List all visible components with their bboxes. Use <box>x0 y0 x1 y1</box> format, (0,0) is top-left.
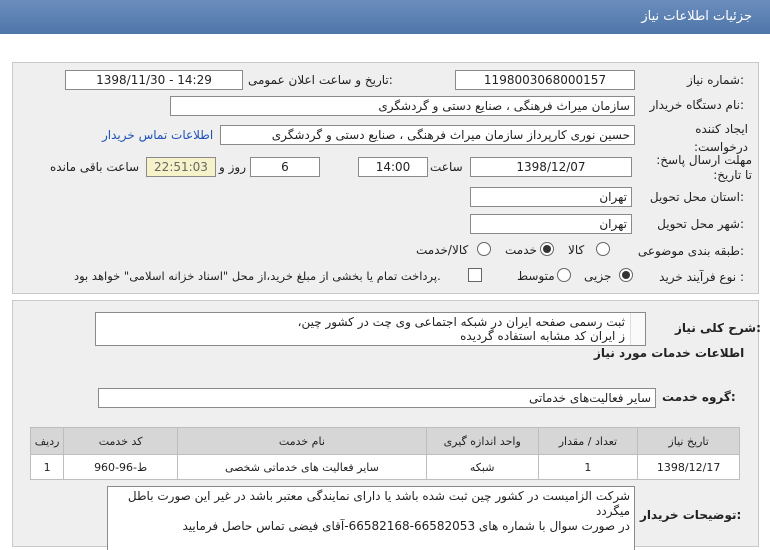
remaining-time-field: 22:51:03 <box>146 157 216 177</box>
need-number-field[interactable]: 1198003068000157 <box>455 70 635 90</box>
buyer-notes-box[interactable] <box>107 486 635 550</box>
buyer-notes-label: توضیحات خریدار: <box>640 508 742 522</box>
process-minor-radio[interactable] <box>619 268 633 282</box>
treasury-payment-note: پرداخت تمام یا بخشی از مبلغ خرید،از محل "اسناد خزانه اسلامی" خواهد بود. <box>74 269 441 283</box>
category-service-radio[interactable] <box>540 242 554 256</box>
announce-datetime-label: تاریخ و ساعت اعلان عمومی: <box>248 73 393 87</box>
services-table <box>30 427 740 480</box>
process-medium-radio[interactable] <box>557 268 571 282</box>
deadline-time-field[interactable]: 14:00 <box>358 157 428 177</box>
col-header-code: کد خدمت <box>64 428 178 455</box>
days-label: روز و <box>219 160 246 174</box>
city-label: شهر محل تحویل: <box>657 217 744 231</box>
services-section-title: اطلاعات خدمات مورد نیاز <box>594 346 745 360</box>
category-service-label: خدمت <box>505 243 537 257</box>
cell-name: سایر فعالیت های خدماتی شخصی <box>178 455 427 480</box>
province-label: استان محل تحویل: <box>649 190 744 204</box>
process-minor-label: جزیی <box>584 269 612 283</box>
city-field[interactable]: تهران <box>470 214 632 234</box>
services-table-header <box>31 428 740 455</box>
process-label: نوع فرآیند خرید : <box>659 270 744 284</box>
buyer-notes-line-2: میگردد <box>596 504 630 518</box>
page-header <box>0 0 770 34</box>
remaining-time-label: ساعت باقی مانده <box>50 160 140 174</box>
deadline-label: مهلت ارسال پاسخ: تا تاریخ: <box>656 153 752 182</box>
announce-datetime-field[interactable]: 1398/11/30 - 14:29 <box>65 70 243 90</box>
deadline-time-label: ساعت <box>430 160 463 174</box>
table-row[interactable] <box>31 455 740 480</box>
buyer-notes-line-3: در صورت سوال با شماره های 66582053-66582168-آقای فیضی تماس حاصل فرمایید <box>182 519 630 533</box>
summary-scrollbar[interactable] <box>630 313 645 345</box>
page-title: جزئیات اطلاعات نیاز <box>641 9 752 24</box>
cell-code: ط-96-960 <box>64 455 178 480</box>
creator-label: ایجاد کننده درخواست: <box>694 122 748 154</box>
summary-line-2: ز ایران کد مشابه استفاده گردیده <box>460 329 625 343</box>
col-header-date: تاریخ نیاز <box>638 428 740 455</box>
deadline-date-field[interactable]: 1398/12/07 <box>470 157 632 177</box>
category-goods-label: کالا <box>568 243 585 257</box>
days-field[interactable]: 6 <box>250 157 320 177</box>
service-group-field[interactable]: سایر فعالیت‌های خدماتی <box>98 388 656 408</box>
buyer-contact-link[interactable]: اطلاعات تماس خریدار <box>102 128 214 142</box>
cell-date: 1398/12/17 <box>638 455 740 480</box>
buyer-org-label: نام دستگاه خریدار: <box>649 98 744 112</box>
summary-label: شرح کلی نیاز: <box>675 321 761 335</box>
col-header-qty: تعداد / مقدار <box>538 428 638 455</box>
province-field[interactable]: تهران <box>470 187 632 207</box>
creator-field[interactable]: حسین نوری کارپرداز سازمان میراث فرهنگی ، صنایع دستی و گردشگری <box>220 125 635 145</box>
cell-unit: شبکه <box>426 455 538 480</box>
cell-row: 1 <box>31 455 64 480</box>
category-goods-service-label: کالا/خدمت <box>416 243 469 257</box>
col-header-name: نام خدمت <box>178 428 427 455</box>
col-header-row: ردیف <box>31 428 64 455</box>
treasury-payment-checkbox[interactable] <box>468 268 482 282</box>
service-group-label: گروه خدمت: <box>662 390 736 404</box>
buyer-org-field[interactable]: سازمان میراث فرهنگی ، صنایع دستی و گردشگری <box>170 96 635 116</box>
category-goods-service-radio[interactable] <box>477 242 491 256</box>
summary-line-1: ثبت رسمی صفحه ایران در شبکه اجتماعی وی چت در کشور چین، <box>297 315 625 329</box>
process-medium-label: متوسط <box>517 269 555 283</box>
category-label: طبقه بندی موضوعی: <box>637 244 744 258</box>
cell-qty: 1 <box>538 455 638 480</box>
buyer-notes-line-1: شرکت الزامیست در کشور چین ثبت شده باشد یا دارای نمایندگی معتبر باشد در غیر این صورت باطل <box>127 489 630 503</box>
summary-textbox[interactable] <box>95 312 646 346</box>
need-number-label: شماره نیاز: <box>686 73 744 87</box>
category-goods-radio[interactable] <box>596 242 610 256</box>
col-header-unit: واحد اندازه گیری <box>426 428 538 455</box>
